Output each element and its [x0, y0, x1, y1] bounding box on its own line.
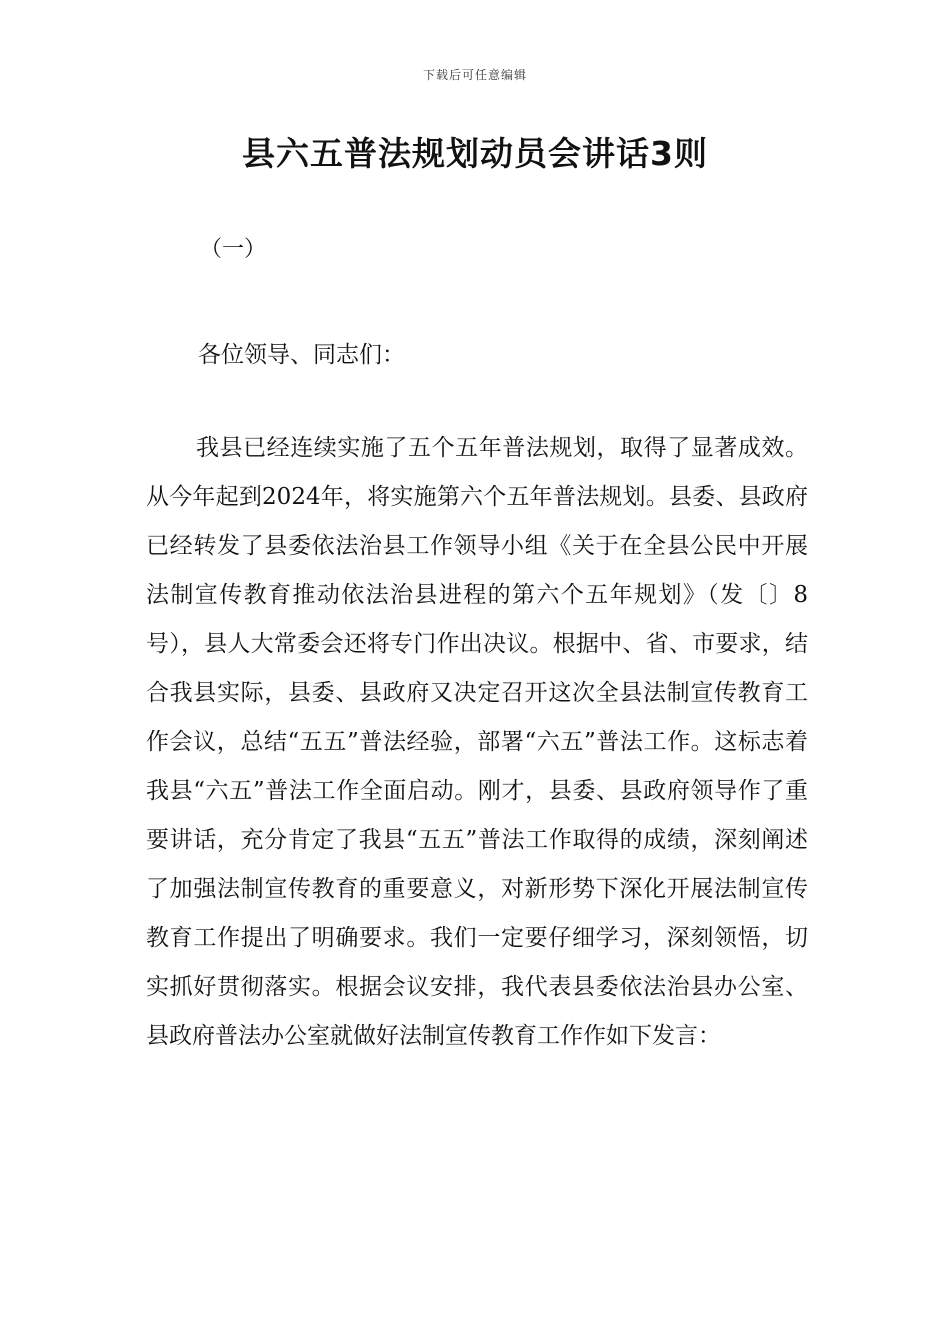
header-note: 下载后可任意编辑	[422, 68, 527, 82]
body-paragraph: 我县已经连续实施了五个五年普法规划，取得了显著成效。从今年起到2024年，将实施第六个五年普法规划。县委、县政府已经转发了县委依法治县工作领导小组《关于在全县公民中开展法制宣传教育推动依法治县进程的第六个五年规划》（发〔〕8号），县人大常委会还将专门作出决议。根据中、省、市要求，结合我县实际，县委、县政府又决定召开这次全县法制宣传教育工作会议，总结“五五”普法经验，部署“六五”普法工作。这标志着我县“六五”普法工作全面启动。刚才，县委、县政府领导作了重要讲话，充分肯定了我县“五五”普法工作取得的成绩，深刻阐述了加强法制宣传教育的重要意义，对新形势下深化开展法制宣传教育工作提出了明确要求。我们一定要仔细学习，深刻领悟，切实抓好贯彻落实。根据会议安排，我代表县委依法治县办公室、县政府普法办公室就做好法制宣传教育工作作如下发言：	[146, 435, 808, 1049]
section-marker: （一）	[200, 237, 267, 262]
salutation: 各位领导、同志们：	[198, 342, 405, 368]
document-title: 县六五普法规划动员会讲话3则	[242, 134, 708, 173]
